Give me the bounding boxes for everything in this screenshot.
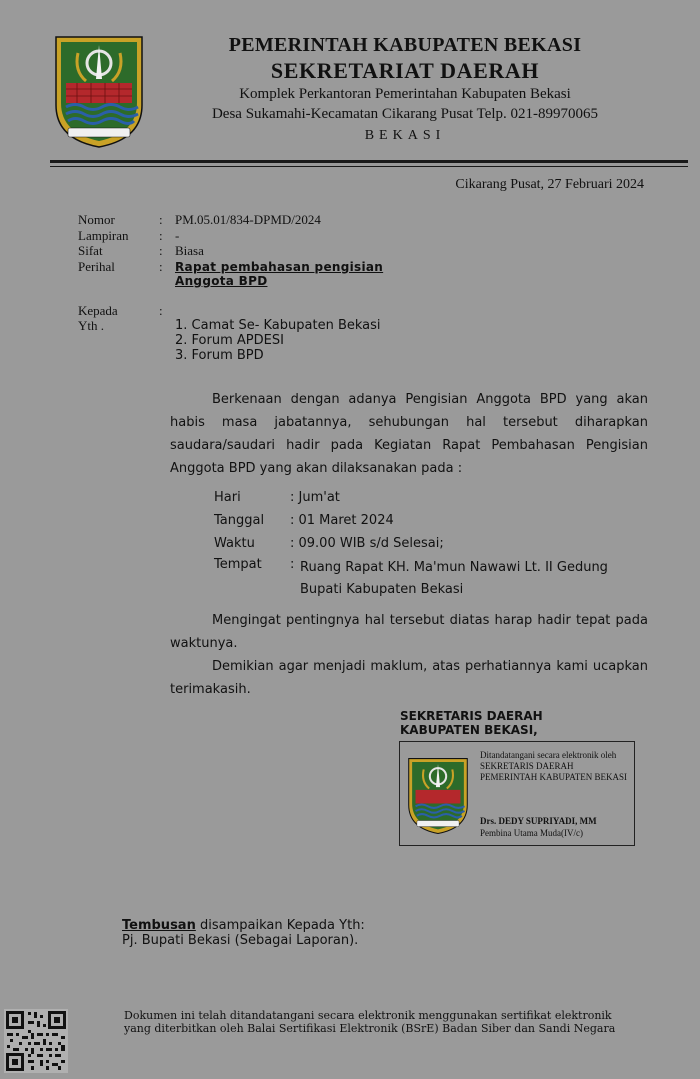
recipient-item: 2. Forum APDESI xyxy=(175,333,284,348)
signatory-name: Drs. DEDY SUPRIYADI, MM xyxy=(480,816,597,826)
footer-esign-note-2: yang diterbitkan oleh Balai Sertifikasi Elektronik (BSrE) Badan Siber dan Sandi Negara xyxy=(124,1022,616,1035)
hari-value: : Jum'at xyxy=(290,490,340,505)
e-signature-office-2: PEMERINTAH KABUPATEN BEKASI xyxy=(480,772,627,782)
perihal-value-line2: Anggota BPD xyxy=(175,274,268,288)
e-signature-note: Ditandatangani secara elektronik oleh xyxy=(480,750,617,760)
bekasi-regency-crest-icon xyxy=(52,35,146,149)
sifat-colon: : xyxy=(159,243,163,258)
recipient-item: 1. Camat Se- Kabupaten Bekasi xyxy=(175,318,381,333)
kepada-label: Kepada xyxy=(78,303,118,318)
signature-title-2: KABUPATEN BEKASI, xyxy=(400,723,538,737)
tembusan-heading xyxy=(122,918,365,933)
footer-esign-note-1: Dokumen ini telah ditandatangani secara elektronik menggunakan sertifikat elektronik xyxy=(124,1009,612,1022)
tembusan-rest: disampaikan Kepada Yth: xyxy=(195,918,365,933)
signatory-rank: Pembina Utama Muda(IV/c) xyxy=(480,828,583,838)
letterhead-address-1: Komplek Perkantoran Pemerintahan Kabupaten Bekasi xyxy=(239,86,571,102)
letterhead-divider-thick xyxy=(50,160,688,163)
signature-title-1: SEKRETARIS DAERAH xyxy=(400,709,543,723)
nomor-label: Nomor xyxy=(78,212,115,227)
kepada-colon: : xyxy=(159,303,163,318)
tempat-colon: : xyxy=(290,557,295,572)
perihal-colon: : xyxy=(159,259,163,274)
letterhead-divider-thin xyxy=(50,166,688,167)
sifat-label: Sifat xyxy=(78,243,103,258)
lampiran-colon: : xyxy=(159,228,163,243)
letterhead-city: BEKASI xyxy=(364,128,446,143)
letterhead-address-2: Desa Sukamahi-Kecamatan Cikarang Pusat Telp. 021-89970065 xyxy=(211,106,599,122)
hari-label: Hari xyxy=(214,490,241,505)
tempat-value: Ruang Rapat KH. Ma'mun Nawawi Lt. II Gedung Bupati Kabupaten Bekasi xyxy=(300,560,608,597)
nomor-value: PM.05.01/834-DPMD/2024 xyxy=(175,212,321,227)
tembusan-item: Pj. Bupati Bekasi (Sebagai Laporan). xyxy=(122,933,359,948)
lampiran-label: Lampiran xyxy=(78,228,129,243)
qr-code-icon xyxy=(4,1009,68,1073)
tembusan-label: Tembusan xyxy=(122,918,196,933)
waktu-label: Waktu xyxy=(214,536,255,551)
tanggal-label: Tanggal xyxy=(214,513,265,528)
lampiran-value: - xyxy=(175,228,180,243)
yth-label: Yth . xyxy=(78,318,104,333)
e-signature-office-1: SEKRETARIS DAERAH xyxy=(480,761,574,771)
letterhead-secretariat: SEKRETARIAT DAERAH xyxy=(270,58,540,83)
e-signature-box xyxy=(399,741,635,846)
nomor-colon: : xyxy=(159,212,163,227)
sifat-value: Biasa xyxy=(175,243,204,258)
body-paragraph-1: Berkenaan dengan adanya Pengisian Anggota BPD yang akan habis masa jabatannya, sehubungan hal tersebut diharapkan saudara/saudari hadir pada Kegiatan Rapat Pembahasan Pengisian Anggota BPD yang akan dilaksanakan pada : xyxy=(170,392,648,476)
perihal-label: Perihal xyxy=(78,259,115,274)
recipient-item: 3. Forum BPD xyxy=(175,348,264,363)
body-paragraph-2: Mengingat pentingnya hal tersebut diatas harap hadir tepat pada waktunya. xyxy=(170,613,648,651)
letterhead-government: PEMERINTAH KABUPATEN BEKASI xyxy=(228,34,582,56)
waktu-value: : 09.00 WIB s/d Selesai; xyxy=(290,536,444,551)
tanggal-value: : 01 Maret 2024 xyxy=(290,513,394,528)
bekasi-regency-crest-icon xyxy=(406,756,470,836)
tempat-label: Tempat xyxy=(214,557,262,572)
body-paragraph-3: Demikian agar menjadi maklum, atas perhatiannya kami ucapkan terimakasih. xyxy=(170,659,648,697)
letter-date: Cikarang Pusat, 27 Februari 2024 xyxy=(455,177,644,192)
perihal-value-line1: Rapat pembahasan pengisian xyxy=(175,260,384,274)
